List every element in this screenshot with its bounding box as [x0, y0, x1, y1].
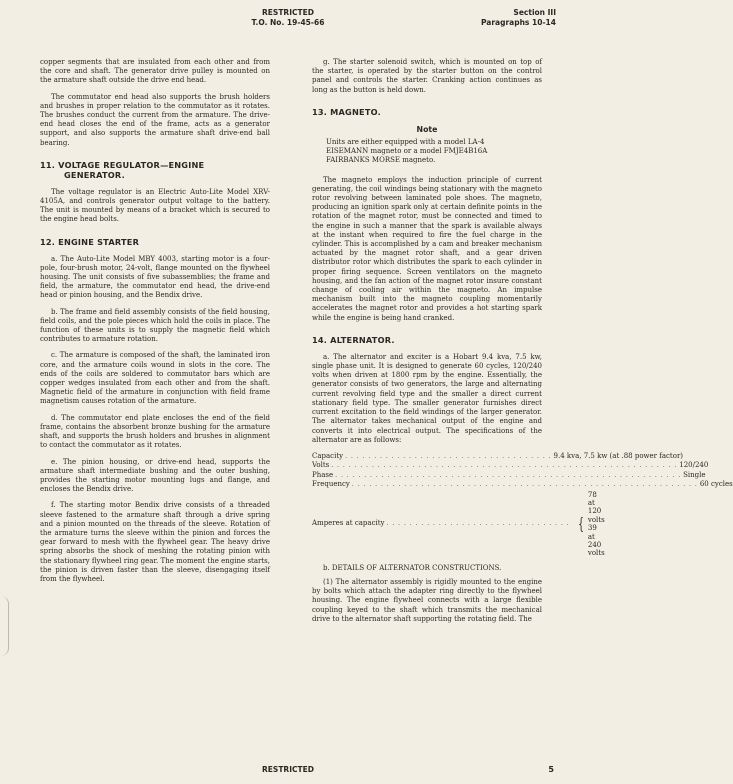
amperes-values	[588, 491, 605, 558]
section-12-para-c: c. The armature is composed of the shaft, the laminated iron core, and the armature coils wound in slots in the core. The ends of the coils are soldered to commutator bars which are copper wedges insulated from each other and from the shaft. Magnetic field of the armature in conjunction with field frame magnetism causes rotation of the armature.	[40, 351, 270, 406]
page-number: 5	[548, 765, 554, 774]
left-intro-para-2: The commutator end head also supports the brush holders and brushes in proper relation to the commutator as it rotates. The brushes conduct the current from the armature. The drive-end head closes the end of the frame, acts as a generator support, and also supports the armature shaft drive-end ball bearing.	[40, 92, 270, 147]
spec-label: Frequency	[312, 480, 350, 489]
margin-binding-mark	[0, 596, 9, 656]
right-column	[312, 58, 733, 631]
spec-value: 120/240	[679, 461, 709, 470]
header-classification: RESTRICTED	[262, 8, 314, 17]
spec-row	[312, 480, 733, 489]
section-12-para-e: e. The pinion housing, or drive-end head, supports the armature shaft intermediate bushing and the outer bushing, provides the starting motor mounting lugs and flange, and encloses the Bendix drive.	[40, 457, 270, 494]
page-header-right	[481, 8, 556, 28]
section-12-number: 12.	[40, 236, 56, 247]
spec-value: 9.4 kva, 7.5 kw (at .88 power factor)	[553, 451, 684, 460]
section-11-title-line1: VOLTAGE REGULATOR—ENGINE	[58, 159, 205, 170]
spec-leader-dots: . . . . . . . . . . . . . . . . . . . . . . . . . . . . . . . . . . . . . . . . . . . . . . . . . . . . . . . . . . . .	[351, 481, 698, 489]
section-12-para-a: a. The Auto-Lite Model MBY 4003, starting motor is a four-pole, four-brush motor, 24-volt, flange mounted on the flywheel housing. The unit consists of five subassemblies; the frame and field, the armature, the commutator end head, the drive-end head or pinion housing, and the Bendix drive.	[40, 254, 270, 300]
amperes-row	[312, 490, 605, 558]
header-to-number: T.O. No. 19-45-66	[251, 18, 325, 27]
section-13-heading	[312, 107, 542, 117]
section-13-title: MAGNETO.	[330, 106, 381, 117]
amperes-value-120: 78 at 120 volts	[587, 490, 605, 524]
spec-label: Capacity	[312, 451, 344, 460]
amperes-value-240: 39 at 240 volts	[587, 524, 605, 558]
spec-leader-dots: . . . . . . . . . . . . . . . . . . . . . . . . . . . . . . . . . . . . . . . . . . . . . . . . . . . . . . . . . . . .	[335, 471, 682, 479]
section-12-para-b: b. The frame and field assembly consists of the field housing, field coils, and the pole pieces which hold the coils in place. The function of these units is to supply the magnetic field which contributes to armature rotation.	[40, 307, 270, 344]
right-intro-para-g: g. The starter solenoid switch, which is mounted on top of the starter, is operated by the starter button on the control panel and controls the starter. Cranking action continues as long as the button is held down.	[312, 58, 542, 94]
section-12-para-f: f. The starting motor Bendix drive consists of a threaded sleeve fastened to the armature shaft through a drive spring and a pinion mounted on the threads of the sleeve. Rotation of the armature turns the sleeve within the pinion and forces the gear forward to mesh with the flywheel gear. The heavy drive spring absorbs the shock of meshing the rotating pinion with the stationary flywheel ring gear. The moment the engine starts, the pinion is driven faster than the sleeve, disengaging itself from the flywheel.	[40, 501, 270, 583]
section-12-para-d: d. The commutator end plate encloses the end of the field frame, contains the absorbent bronze bushing for the armature shaft, and supports the brush holders and brushes in alignment to contact the commutator as it rotates.	[40, 413, 270, 450]
spec-row	[312, 461, 709, 470]
spec-label: Volts	[312, 461, 330, 470]
spec-leader-dots: . . . . . . . . . . . . . . . . . . . . . . . . . . . . . . . . . . . . . . . . . . . . . . . . . . . . . . . . . . . .	[331, 462, 678, 470]
spec-label: Phase	[312, 470, 334, 479]
section-11-para: The voltage regulator is an Electric Auto-Lite Model XRV-4105A, and controls generator output voltage to the battery. The unit is mounted by means of a bracket which is secured to the engine head bolts.	[40, 187, 270, 224]
spec-leader-dots: . . . . . . . . . . . . . . . . . . . . . . . . . . . . . . . . . . . .	[345, 452, 552, 460]
section-14-para-a: a. The alternator and exciter is a Hobart 9.4 kva, 7.5 kw, single phase unit. It is designed to generate 60 cycles, 120/240 volts when driven at 1800 rpm by the engine. Essentially, the generator consists of two generators, the large and alternating current revolving field type and the smaller a direct current stationary field type. The smaller generator furnishes direct current excitation to the field windings of the larger generator. The alternator takes mechanical output of the engine and converts it into electrical output. The specifications of the alternator are as follows:	[312, 352, 542, 444]
section-11-heading	[40, 160, 270, 180]
left-intro-para-1: copper segments that are insulated from each other and from the core and shaft. The generator drive pulley is mounted on the armature shaft outside the drive end head.	[40, 58, 270, 85]
spec-row	[312, 470, 706, 480]
footer-classification: RESTRICTED	[262, 765, 314, 774]
note-text: Units are either equipped with a model LA-4 EISEMANN magneto or a model FMJE4B16A FAIRBANKS MORSE magneto.	[326, 138, 488, 165]
section-14-para-b1: (1) The alternator assembly is rigidly mounted to the engine by bolts which attach the adapter ring directly to the flywheel housing. The engine flywheel connects with a large flexible coupling keyed to the shaft which transmits the mechanical drive to the alternator shaft supporting the rotating field. The	[312, 577, 542, 623]
spec-leader-dots: . . . . . . . . . . . . . . . . . . . . . . . . . . . . . . . .	[386, 520, 570, 528]
section-11-number: 11.	[40, 159, 56, 170]
section-11-title-line2: GENERATOR.	[64, 169, 125, 180]
section-14-heading	[312, 335, 542, 345]
header-section: Section III	[513, 8, 556, 17]
amperes-label: Amperes at capacity	[312, 519, 385, 528]
header-paragraphs: Paragraphs 10-14	[480, 18, 556, 27]
left-column	[40, 58, 270, 591]
section-12-title: ENGINE STARTER	[58, 236, 140, 247]
brace-glyph: {	[577, 514, 584, 534]
spec-value: Single	[683, 470, 706, 479]
section-12-heading	[40, 237, 270, 247]
spec-value: 60 cycles	[699, 480, 733, 489]
subsection-b-heading: b. DETAILS OF ALTERNATOR CONSTRUCTIONS.	[323, 563, 502, 572]
section-14-number: 14.	[312, 334, 328, 345]
section-13-number: 13.	[312, 106, 328, 117]
section-14-title: ALTERNATOR.	[330, 334, 395, 345]
note-heading: Note	[416, 124, 438, 134]
section-13-para: The magneto employs the induction principle of current generating, the coil windings being stationary with the magneto rotor revolving between laminated pole shoes. The magneto, producing an ignition spark only at certain definite points in the rotation of the magnet rotor, must be connected and timed to the engine in such a manner that the spark is available always at the instant when required to fire the fuel charge in the cylinder. This is accomplished by a cam and breaker mechanism actuated by the magnet rotor shaft, and a gear driven distributor rotor which distributes the spark to each cylinder in proper firing sequence. Screen ventilators on the magneto housing, and the fan action of the magnet rotor insure constant change of cooling air within the magneto. An impulse mechanism built into the magneto coupling momentarily accelerates the magnet rotor and provides a hot starting spark while the engine is being hand cranked.	[312, 175, 542, 322]
spec-row	[312, 451, 684, 461]
alternator-specs-table	[312, 451, 733, 558]
